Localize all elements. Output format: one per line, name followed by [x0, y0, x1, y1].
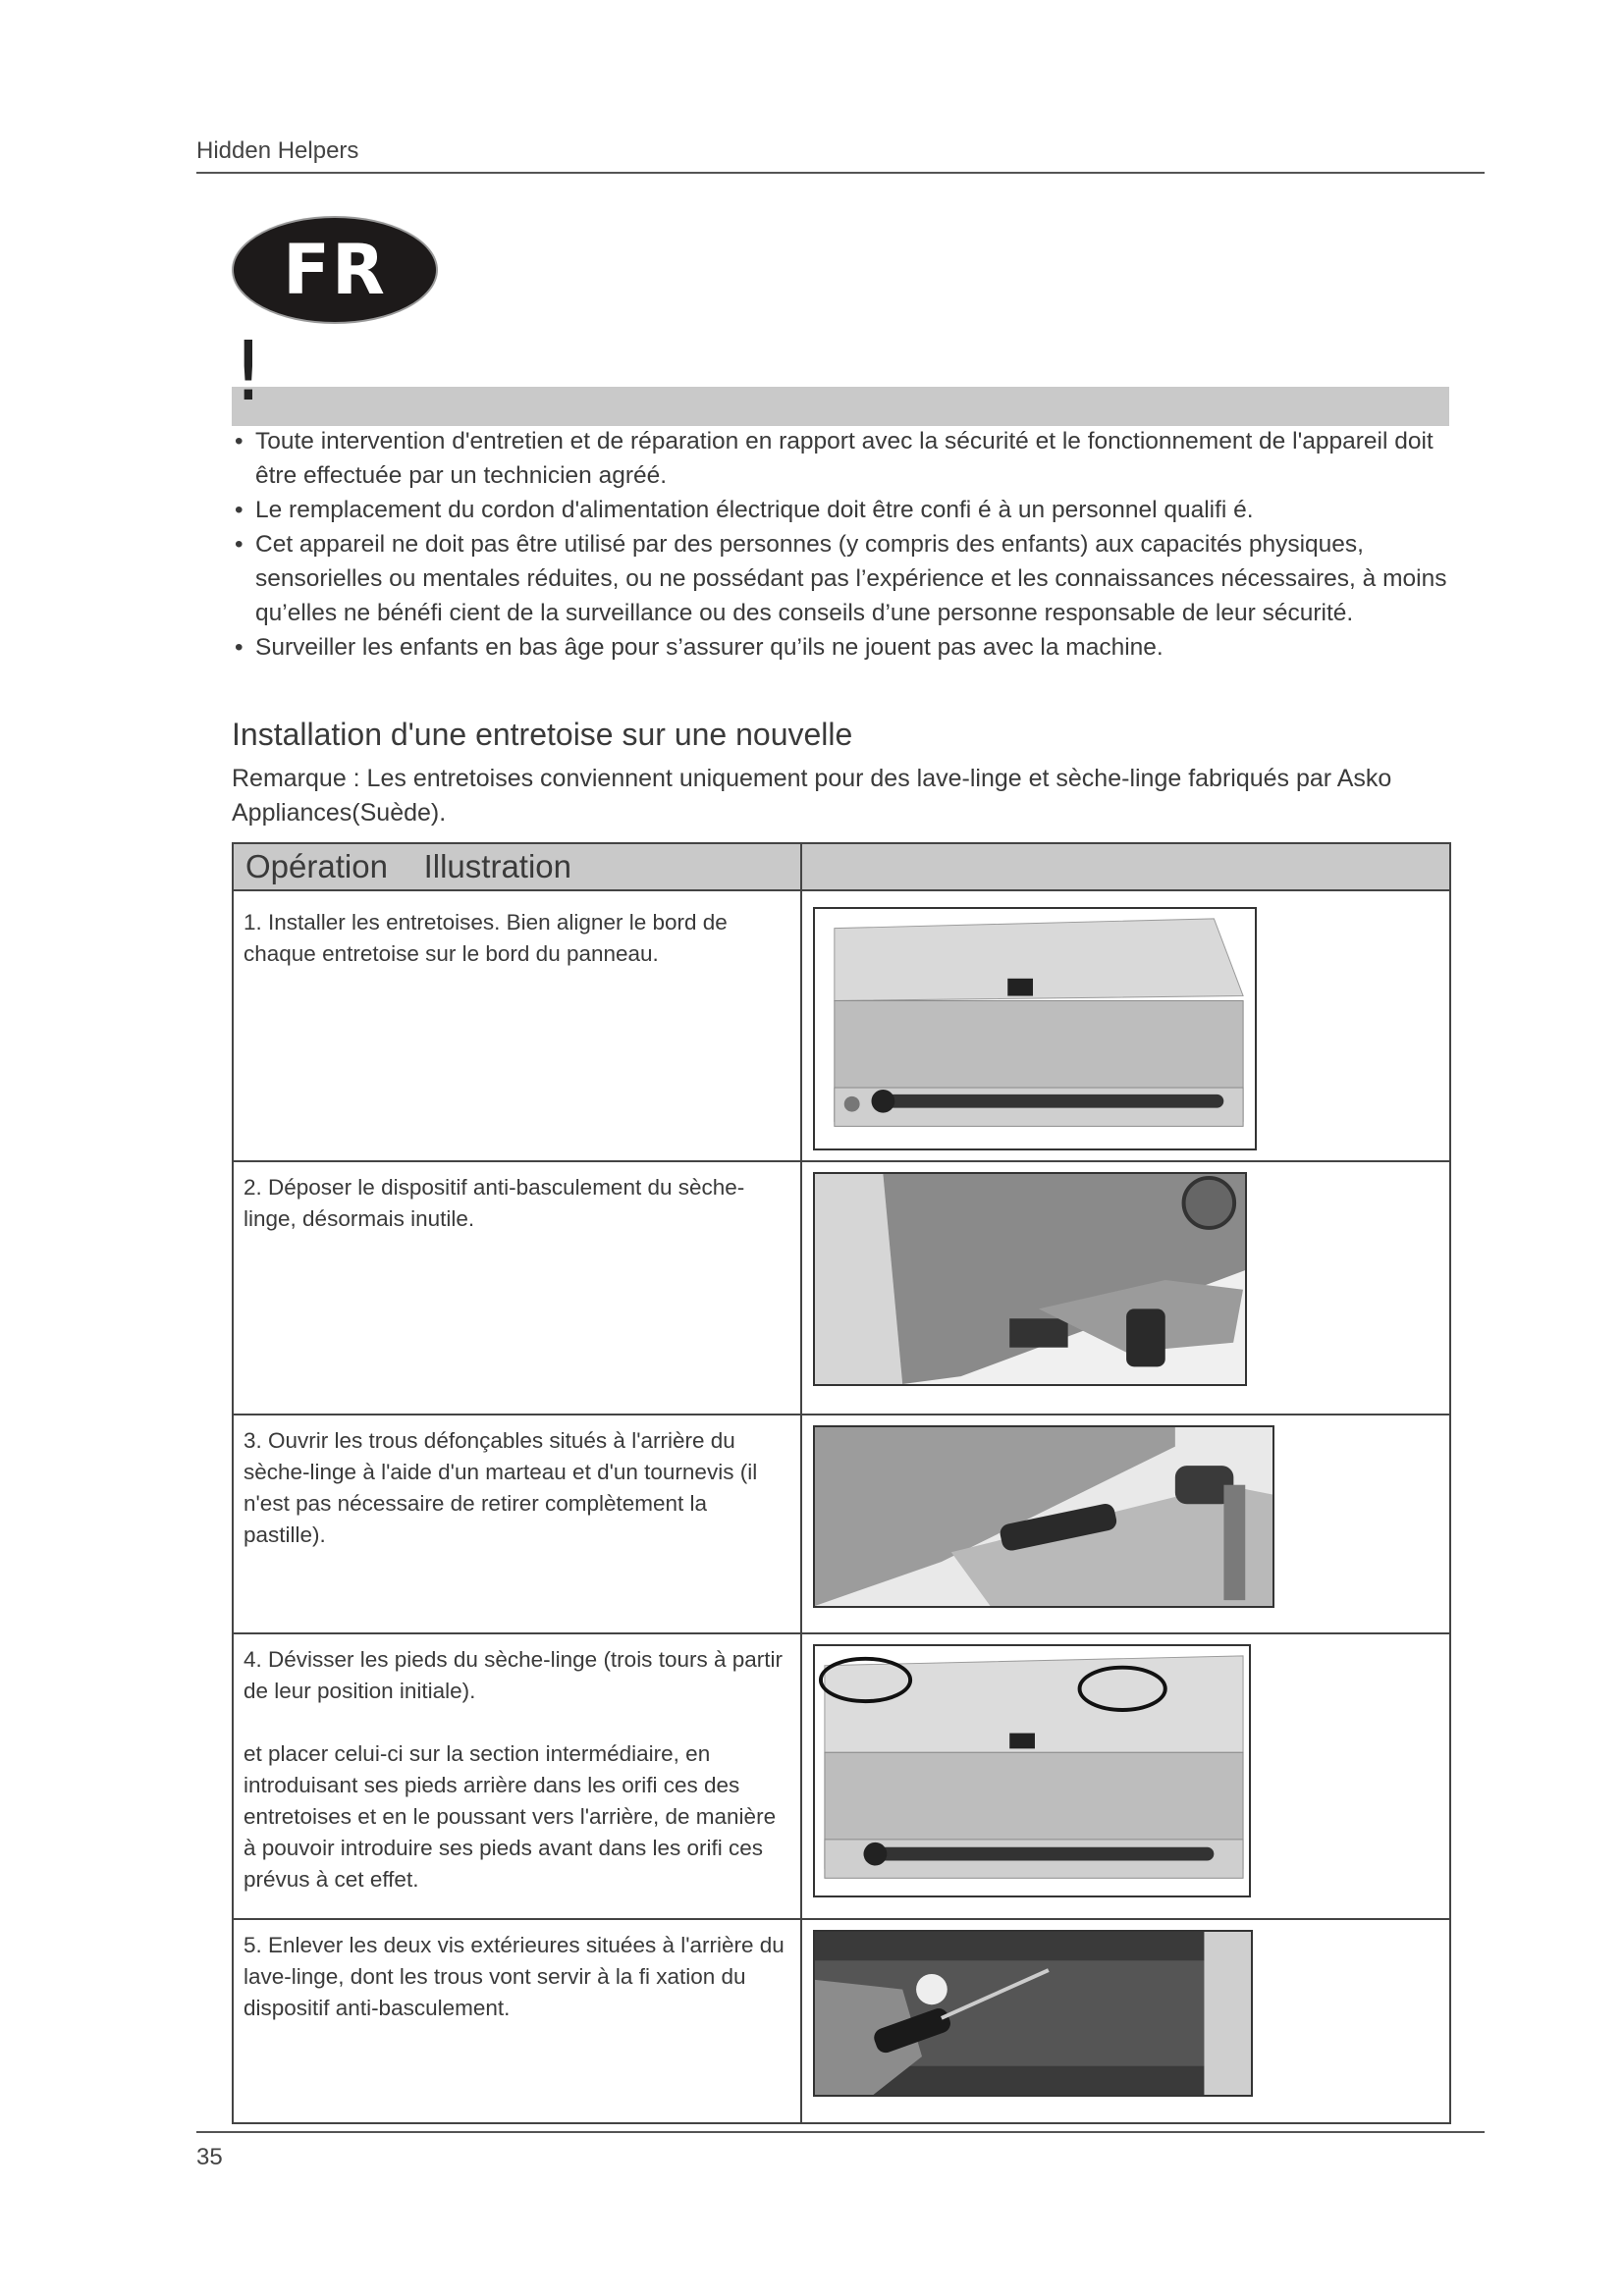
language-badge [234, 218, 436, 322]
step-text [244, 1425, 788, 1551]
language-badge-label: FR [283, 230, 387, 310]
row-divider [234, 1632, 1449, 1634]
washer-screws-photo [813, 1930, 1253, 2097]
row-divider [234, 1414, 1449, 1415]
washer-screws-illustration [815, 1932, 1251, 2095]
step-text [244, 1172, 788, 1235]
step-text [244, 1930, 788, 2024]
section-remark: Remarque : Les entretoises conviennent uniquement pour des lave-linge et sèche-linge fabriqués par Asko Appliances(Suède). [232, 765, 1392, 827]
step-1-text: 1. Installer les entretoises. Bien aligner le bord de chaque entretoise sur le bord du panneau. [244, 910, 728, 966]
table-header [234, 844, 1449, 891]
knockout-holes-photo [813, 1425, 1274, 1608]
safety-item: • Toute intervention d'entretien et de réparation en rapport avec la sécurité et le fonctionnement de l'appareil doit être effectuée par un technicien agréé. [232, 424, 1459, 493]
section-title: Installation d'une entretoise sur une nouvelle [232, 717, 853, 752]
step-3-text: 3. Ouvrir les trous défonçables situés à l'arrière du sèche-linge à l'aide d'un marteau et d'un tournevis (il n'est pas nécessaire de retirer complètement la pastille). [244, 1428, 758, 1547]
spacer-pedestal-photo [813, 907, 1257, 1150]
pedestal-illustration [815, 909, 1255, 1148]
row-divider [234, 1918, 1449, 1920]
step-4-text-part-2: et placer celui-ci sur la section intermédiaire, en introduisant ses pieds arrière dans les orifi ces des entretoises et en le poussant vers l'arrière, de manière à pouvoir introduire ses pieds avant dans les orifi ces prévus à cet effet. [244, 1741, 777, 1892]
step-text [244, 1644, 788, 1896]
dryer-feet-illustration [815, 1646, 1249, 1896]
warning-bar [232, 387, 1449, 426]
footer-rule [196, 2131, 1485, 2133]
table-header-label: Opération Illustration [245, 848, 571, 884]
knockout-illustration [815, 1427, 1272, 1606]
column-divider [800, 844, 802, 2122]
running-header: Hidden Helpers [196, 137, 359, 164]
step-2-text: 2. Déposer le dispositif anti-basculement du sèche-linge, désormais inutile. [244, 1175, 745, 1231]
dryer-feet-photo [813, 1644, 1251, 1897]
safety-list [232, 424, 1459, 665]
warning-icon: ! [232, 323, 265, 419]
instructions-table [232, 842, 1451, 2124]
step-text [244, 907, 788, 970]
anti-tilt-illustration [815, 1174, 1245, 1384]
safety-item: • Surveiller les enfants en bas âge pour s’assurer qu’ils ne jouent pas avec la machine. [232, 630, 1459, 665]
header-rule [196, 172, 1485, 174]
step-4-text-part-1: 4. Dévisser les pieds du sèche-linge (trois tours à partir de leur position initiale). [244, 1647, 783, 1703]
safety-item: • Le remplacement du cordon d'alimentation électrique doit être confi é à un personnel qualifi é. [232, 493, 1459, 527]
row-divider [234, 1160, 1449, 1162]
anti-tilt-removal-photo [813, 1172, 1247, 1386]
page-number: 35 [196, 2144, 223, 2170]
safety-item: • Cet appareil ne doit pas être utilisé par des personnes (y compris des enfants) aux capacités physiques, sensorielles ou mentales réduites, ou ne possédant pas l’expérience et les connaissances nécessaires, à moins qu’elles ne bénéfi cient de la surveillance ou des conseils d’une personne responsable de leur sécurité. [232, 527, 1459, 630]
step-5-text: 5. Enlever les deux vis extérieures situées à l'arrière du lave-linge, dont les trous vont servir à la fi xation du dispositif anti-basculement. [244, 1933, 785, 2020]
